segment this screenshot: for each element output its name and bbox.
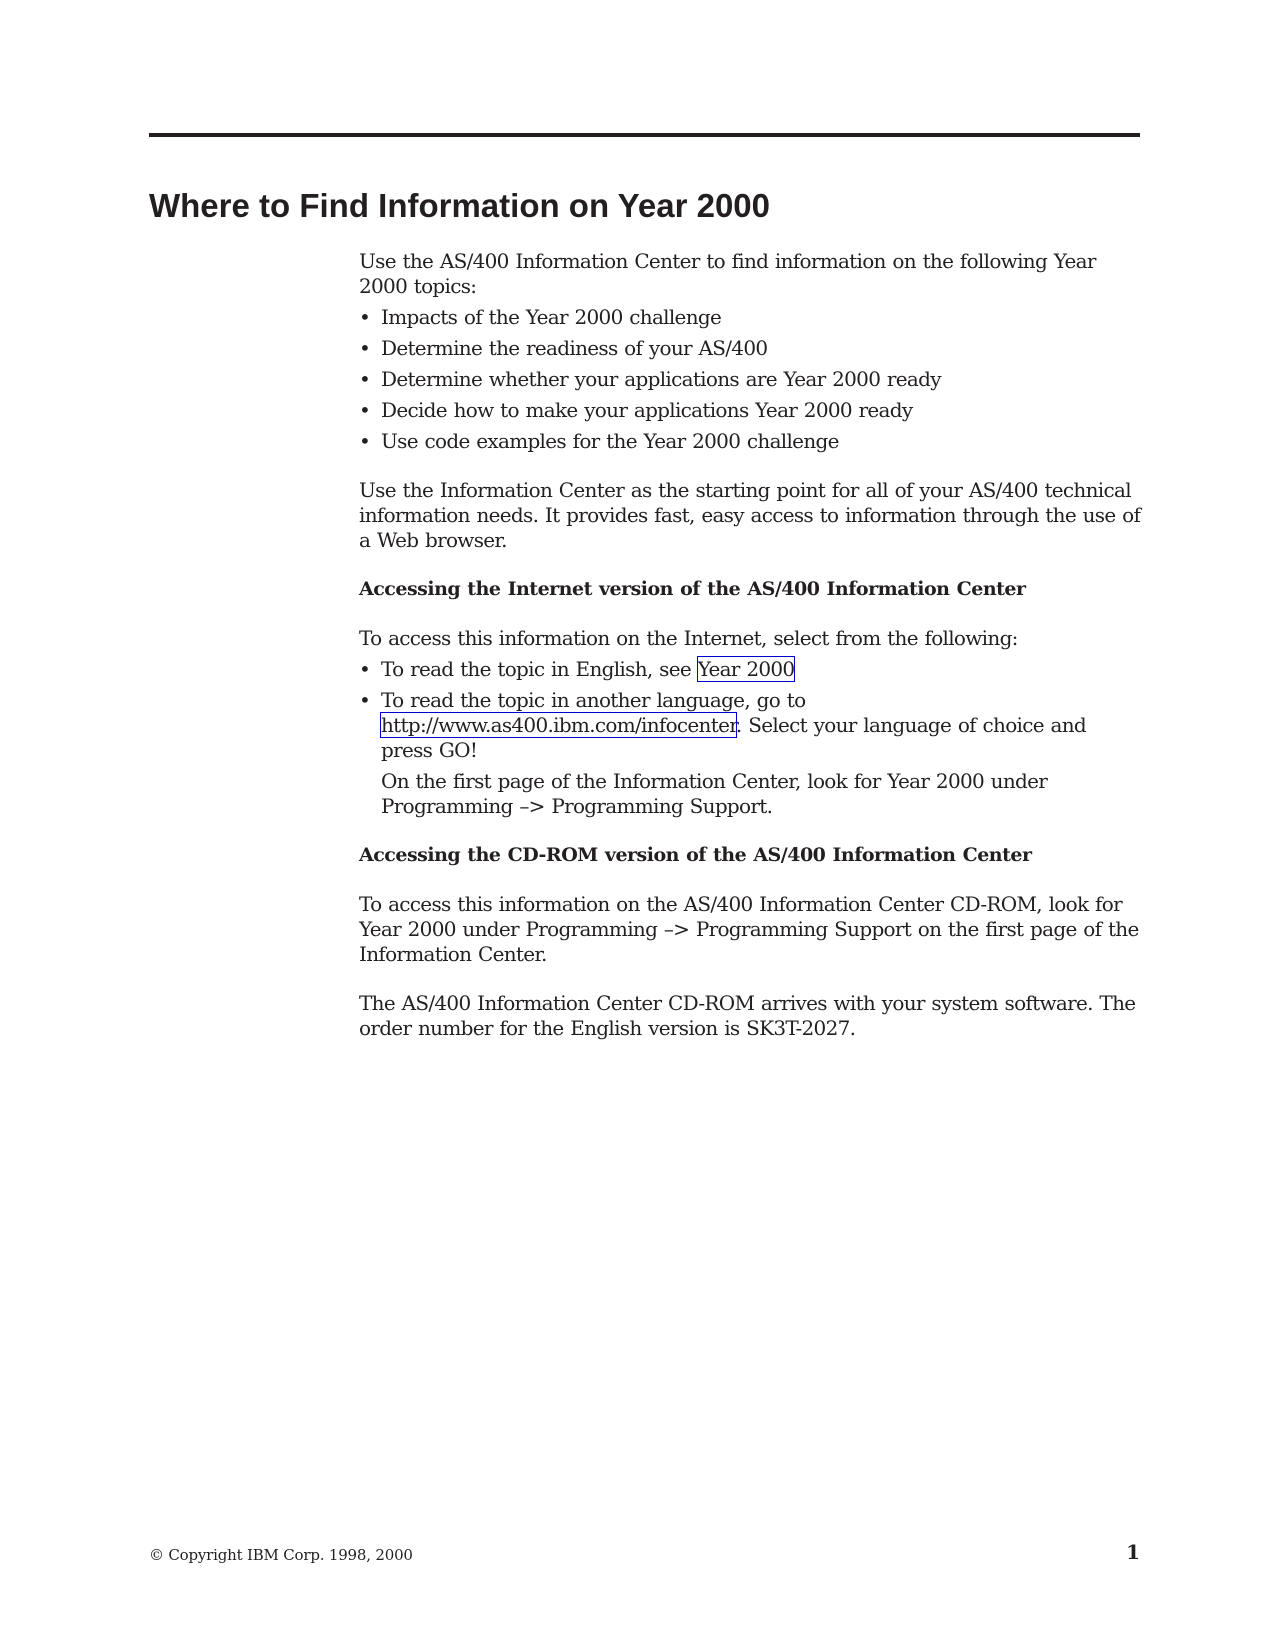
starting-point-paragraph: Use the Information Center as the starting point for all of your AS/400 technical information needs. It provides fast, easy access to information through the use of a Web browser. — [359, 478, 1141, 552]
topics-list — [359, 305, 1143, 454]
body-content — [359, 249, 1143, 1041]
year-2000-link[interactable]: Year 2000 — [697, 657, 795, 681]
list-item: • Determine the readiness of your AS/400 — [359, 336, 768, 360]
list-item-english: • To read the topic in English, see Year 2000 — [359, 657, 795, 681]
bullet-icon: • — [359, 688, 371, 712]
infocenter-url-link[interactable]: http://www.as400.ibm.com/infocenter — [381, 713, 736, 737]
internet-options-list — [359, 657, 1143, 819]
top-rule — [149, 133, 1140, 137]
page-number: 1 — [1126, 1540, 1140, 1564]
list-item: • Decide how to make your applications Year 2000 ready — [359, 398, 913, 422]
list-item: • Impacts of the Year 2000 challenge — [359, 305, 722, 329]
cdrom-paragraph-2: The AS/400 Information Center CD-ROM arrives with your system software. The order number for the English version is SK3T-2027. — [359, 991, 1136, 1040]
bullet-icon: • — [359, 336, 371, 360]
cdrom-paragraph-1: To access this information on the AS/400 Information Center CD-ROM, look for Year 2000 under Programming –> Programming Support on the first page of the Information Center. — [359, 892, 1139, 966]
bullet-icon: • — [359, 398, 371, 422]
internet-section-heading: Accessing the Internet version of the AS/400 Information Center — [359, 578, 1026, 600]
bullet-icon: • — [359, 305, 371, 329]
page-title: Where to Find Information on Year 2000 — [149, 187, 771, 224]
intro-paragraph: Use the AS/400 Information Center to find information on the following Year 2000 topics: — [359, 249, 1096, 298]
bullet-icon: • — [359, 657, 371, 681]
cdrom-section-heading: Accessing the CD-ROM version of the AS/400 Information Center — [359, 844, 1032, 866]
list-item: • Determine whether your applications are Year 2000 ready — [359, 367, 941, 391]
list-item: • Use code examples for the Year 2000 challenge — [359, 429, 839, 453]
bullet-icon: • — [359, 367, 371, 391]
list-item-other-language: • To read the topic in another language, go to http://www.as400.ibm.com/infocenter. Select your language of choice and press GO! On the first page of the Information Center, look for Year 2000 under Programming –> Programming Support. — [359, 688, 1143, 819]
internet-intro-paragraph: To access this information on the Internet, select from the following: — [359, 626, 1018, 650]
bullet-icon: • — [359, 429, 371, 453]
other-language-note: On the first page of the Information Center, look for Year 2000 under Programming –> Programming Support. — [381, 769, 1048, 818]
copyright-notice: © Copyright IBM Corp. 1998, 2000 — [149, 1546, 413, 1564]
